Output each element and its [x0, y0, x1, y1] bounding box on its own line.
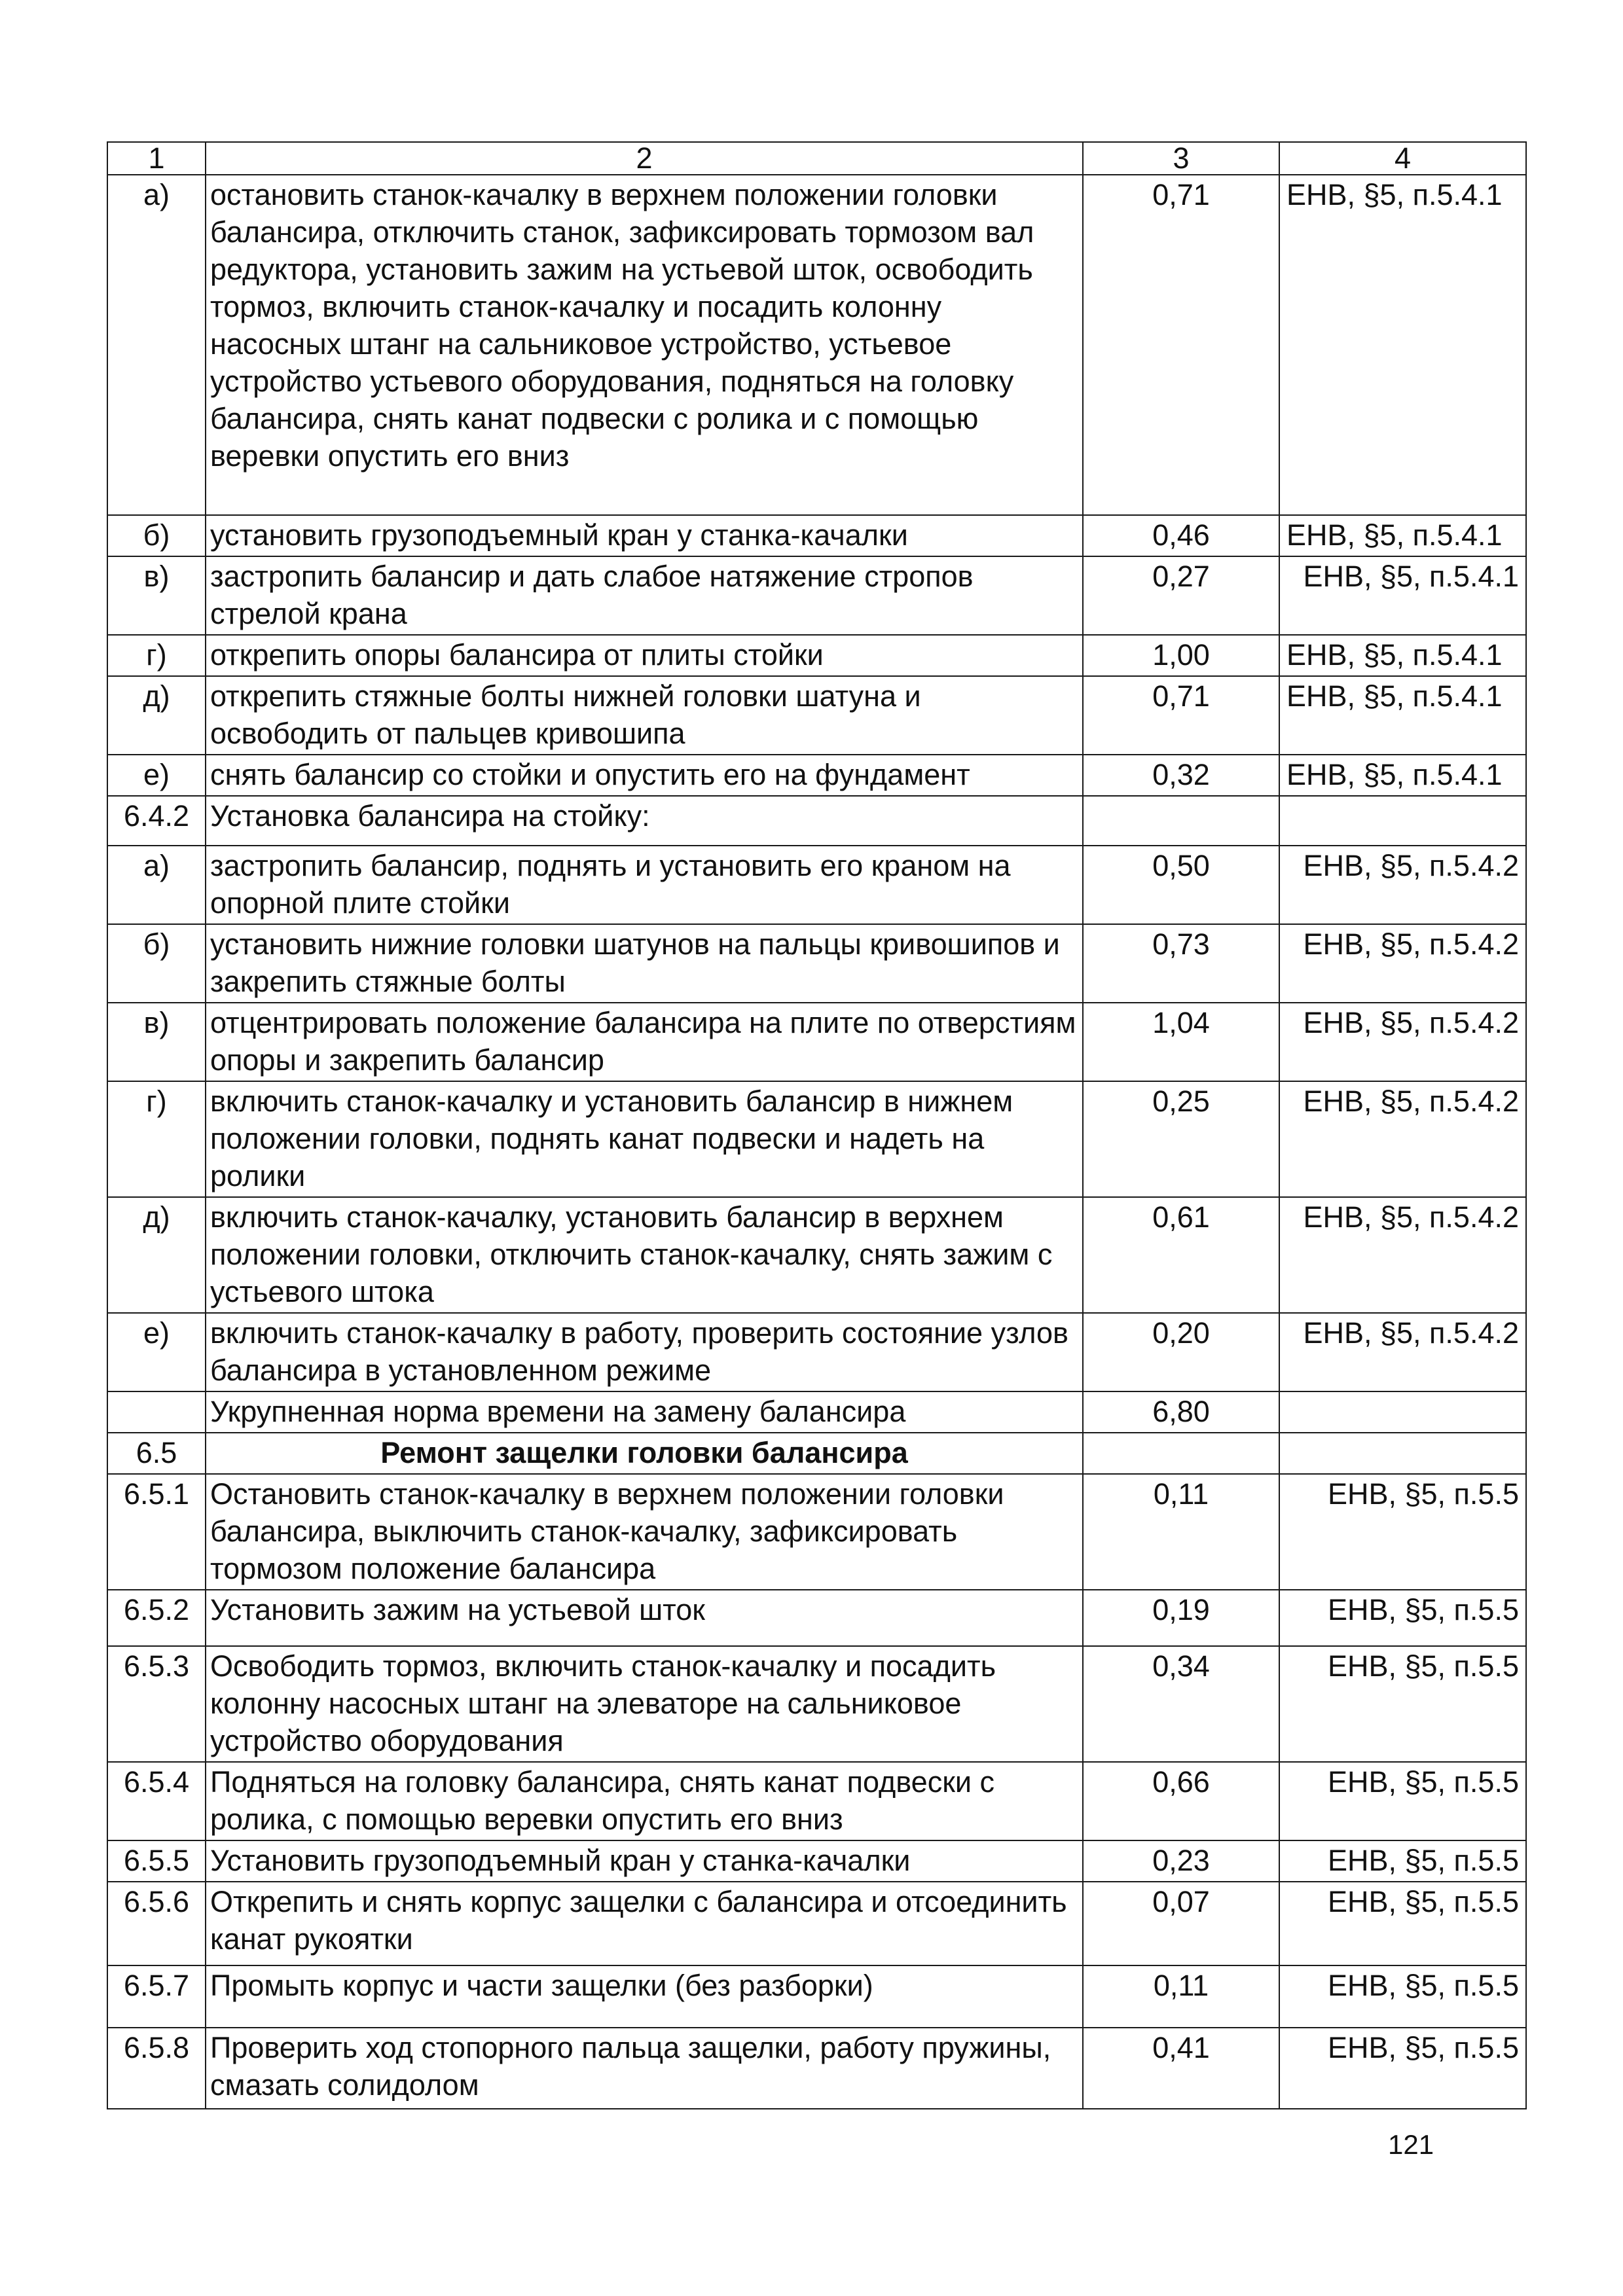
- time-norm: [1083, 796, 1279, 846]
- table-row: [107, 1762, 1526, 1840]
- operation-text: включить станок-качалку в работу, проверить состояние узлов балансира в установленном режиме: [206, 1313, 1083, 1391]
- operation-text: открепить опоры балансира от плиты стойки: [206, 635, 1083, 676]
- item-number: б): [107, 924, 206, 1003]
- reference: ЕНВ, §5, п.5.4.1: [1279, 515, 1526, 556]
- reference: ЕНВ, §5, п.5.4.1: [1279, 676, 1526, 755]
- item-number: г): [107, 1081, 206, 1197]
- time-norm: 0,66: [1083, 1762, 1279, 1840]
- time-norm: 0,46: [1083, 515, 1279, 556]
- item-number: д): [107, 1197, 206, 1313]
- section-row: [107, 1433, 1526, 1474]
- operation-text: установить нижние головки шатунов на пальцы кривошипов и закрепить стяжные болты: [206, 924, 1083, 1003]
- time-norm: 0,19: [1083, 1590, 1279, 1646]
- reference: [1279, 1391, 1526, 1433]
- time-norm: 1,00: [1083, 635, 1279, 676]
- item-number: е): [107, 755, 206, 796]
- reference: ЕНВ, §5, п.5.4.2: [1279, 1197, 1526, 1313]
- table-row: [107, 175, 1526, 515]
- time-norm: 0,71: [1083, 175, 1279, 515]
- item-number: в): [107, 1003, 206, 1081]
- item-number: е): [107, 1313, 206, 1391]
- time-norm: 0,27: [1083, 556, 1279, 635]
- section-title: Ремонт защелки головки балансира: [206, 1433, 1083, 1474]
- reference: ЕНВ, §5, п.5.5: [1279, 2028, 1526, 2109]
- operation-text: Укрупненная норма времени на замену балансира: [206, 1391, 1083, 1433]
- table-row: [107, 1003, 1526, 1081]
- page-number: 121: [1388, 2129, 1434, 2160]
- operation-text: Установить зажим на устьевой шток: [206, 1590, 1083, 1646]
- reference: ЕНВ, §5, п.5.5: [1279, 1646, 1526, 1762]
- operation-text: застропить балансир и дать слабое натяжение стропов стрелой крана: [206, 556, 1083, 635]
- item-number: 6.4.2: [107, 796, 206, 846]
- reference: ЕНВ, §5, п.5.4.2: [1279, 846, 1526, 924]
- operation-text: Промыть корпус и части защелки (без разборки): [206, 1965, 1083, 2028]
- reference: ЕНВ, §5, п.5.4.2: [1279, 1313, 1526, 1391]
- table-row: [107, 796, 1526, 846]
- operation-text: Освободить тормоз, включить станок-качалку и посадить колонну насосных штанг на элеваторе на сальниковое устройство оборудования: [206, 1646, 1083, 1762]
- item-number: 6.5.4: [107, 1762, 206, 1840]
- operation-text: открепить стяжные болты нижней головки шатуна и освободить от пальцев кривошипа: [206, 676, 1083, 755]
- operation-text: установить грузоподъемный кран у станка-качалки: [206, 515, 1083, 556]
- item-number: 6.5.2: [107, 1590, 206, 1646]
- table-row: [107, 924, 1526, 1003]
- reference: ЕНВ, §5, п.5.5: [1279, 1882, 1526, 1965]
- reference: [1279, 1433, 1526, 1474]
- norms-table: [107, 141, 1527, 2109]
- time-norm: 0,50: [1083, 846, 1279, 924]
- operation-text: отцентрировать положение балансира на плите по отверстиям опоры и закрепить балансир: [206, 1003, 1083, 1081]
- table-row: [107, 515, 1526, 556]
- operation-text: Установка балансира на стойку:: [206, 796, 1083, 846]
- operation-text: Подняться на головку балансира, снять канат подвески с ролика, с помощью веревки опустить его вниз: [206, 1762, 1083, 1840]
- reference: ЕНВ, §5, п.5.5: [1279, 1840, 1526, 1882]
- item-number: г): [107, 635, 206, 676]
- header-row: [107, 142, 1526, 175]
- reference: [1279, 796, 1526, 846]
- table-row: [107, 846, 1526, 924]
- time-norm: 0,32: [1083, 755, 1279, 796]
- item-number: б): [107, 515, 206, 556]
- operation-text: Установить грузоподъемный кран у станка-качалки: [206, 1840, 1083, 1882]
- item-number: 6.5.6: [107, 1882, 206, 1965]
- operation-text: Открепить и снять корпус защелки с балансира и отсоединить канат рукоятки: [206, 1882, 1083, 1965]
- time-norm: [1083, 1433, 1279, 1474]
- table-row: [107, 676, 1526, 755]
- reference: ЕНВ, §5, п.5.4.1: [1279, 556, 1526, 635]
- time-norm: 0,25: [1083, 1081, 1279, 1197]
- reference: ЕНВ, §5, п.5.5: [1279, 1474, 1526, 1590]
- table-row: [107, 1197, 1526, 1313]
- operation-text: остановить станок-качалку в верхнем положении головки балансира, отключить станок, зафиксировать тормозом вал редуктора, установить зажим на устьевой шток, освободить тормоз, включить станок-качалку и посадить колонну насосных штанг на сальниковое устройство, устьевое устройство устьевого оборудования, подняться на головку балансира, снять канат подвески с ролика и с помощью веревки опустить его вниз: [206, 175, 1083, 515]
- table-row: [107, 1590, 1526, 1646]
- table-row: [107, 1965, 1526, 2028]
- item-number: а): [107, 846, 206, 924]
- reference: ЕНВ, §5, п.5.5: [1279, 1590, 1526, 1646]
- table-row: [107, 1313, 1526, 1391]
- header-cell: 2: [206, 142, 1083, 175]
- time-norm: 0,71: [1083, 676, 1279, 755]
- header-cell: 1: [107, 142, 206, 175]
- table-row: [107, 1840, 1526, 1882]
- item-number: д): [107, 676, 206, 755]
- time-norm: 0,41: [1083, 2028, 1279, 2109]
- item-number: а): [107, 175, 206, 515]
- section-number: 6.5: [107, 1433, 206, 1474]
- time-norm: 0,23: [1083, 1840, 1279, 1882]
- time-norm: 0,11: [1083, 1965, 1279, 2028]
- reference: ЕНВ, §5, п.5.4.2: [1279, 924, 1526, 1003]
- time-norm: 0,73: [1083, 924, 1279, 1003]
- item-number: 6.5.1: [107, 1474, 206, 1590]
- header-cell: 4: [1279, 142, 1526, 175]
- reference: ЕНВ, §5, п.5.4.1: [1279, 755, 1526, 796]
- table-row: [107, 1646, 1526, 1762]
- table-row: [107, 1474, 1526, 1590]
- item-number: 6.5.7: [107, 1965, 206, 2028]
- header-cell: 3: [1083, 142, 1279, 175]
- reference: ЕНВ, §5, п.5.5: [1279, 1762, 1526, 1840]
- table-row: [107, 755, 1526, 796]
- table-row: [107, 556, 1526, 635]
- operation-text: включить станок-качалку, установить балансир в верхнем положении головки, отключить станок-качалку, снять зажим с устьевого штока: [206, 1197, 1083, 1313]
- reference: ЕНВ, §5, п.5.5: [1279, 1965, 1526, 2028]
- item-number: [107, 1391, 206, 1433]
- item-number: в): [107, 556, 206, 635]
- table-row: [107, 1391, 1526, 1433]
- item-number: 6.5.8: [107, 2028, 206, 2109]
- reference: ЕНВ, §5, п.5.4.2: [1279, 1003, 1526, 1081]
- time-norm: 0,20: [1083, 1313, 1279, 1391]
- table-row: [107, 2028, 1526, 2109]
- item-number: 6.5.3: [107, 1646, 206, 1762]
- time-norm: 0,11: [1083, 1474, 1279, 1590]
- time-norm: 0,61: [1083, 1197, 1279, 1313]
- reference: ЕНВ, §5, п.5.4.2: [1279, 1081, 1526, 1197]
- reference: ЕНВ, §5, п.5.4.1: [1279, 635, 1526, 676]
- operation-text: Остановить станок-качалку в верхнем положении головки балансира, выключить станок-качалку, зафиксировать тормозом положение балансира: [206, 1474, 1083, 1590]
- time-norm: 6,80: [1083, 1391, 1279, 1433]
- operation-text: застропить балансир, поднять и установить его краном на опорной плите стойки: [206, 846, 1083, 924]
- table-row: [107, 635, 1526, 676]
- time-norm: 0,34: [1083, 1646, 1279, 1762]
- time-norm: 0,07: [1083, 1882, 1279, 1965]
- time-norm: 1,04: [1083, 1003, 1279, 1081]
- item-number: 6.5.5: [107, 1840, 206, 1882]
- operation-text: включить станок-качалку и установить балансир в нижнем положении головки, поднять канат подвески и надеть на ролики: [206, 1081, 1083, 1197]
- reference: ЕНВ, §5, п.5.4.1: [1279, 175, 1526, 515]
- operation-text: снять балансир со стойки и опустить его на фундамент: [206, 755, 1083, 796]
- table-row: [107, 1081, 1526, 1197]
- operation-text: Проверить ход стопорного пальца защелки, работу пружины, смазать солидолом: [206, 2028, 1083, 2109]
- table-row: [107, 1882, 1526, 1965]
